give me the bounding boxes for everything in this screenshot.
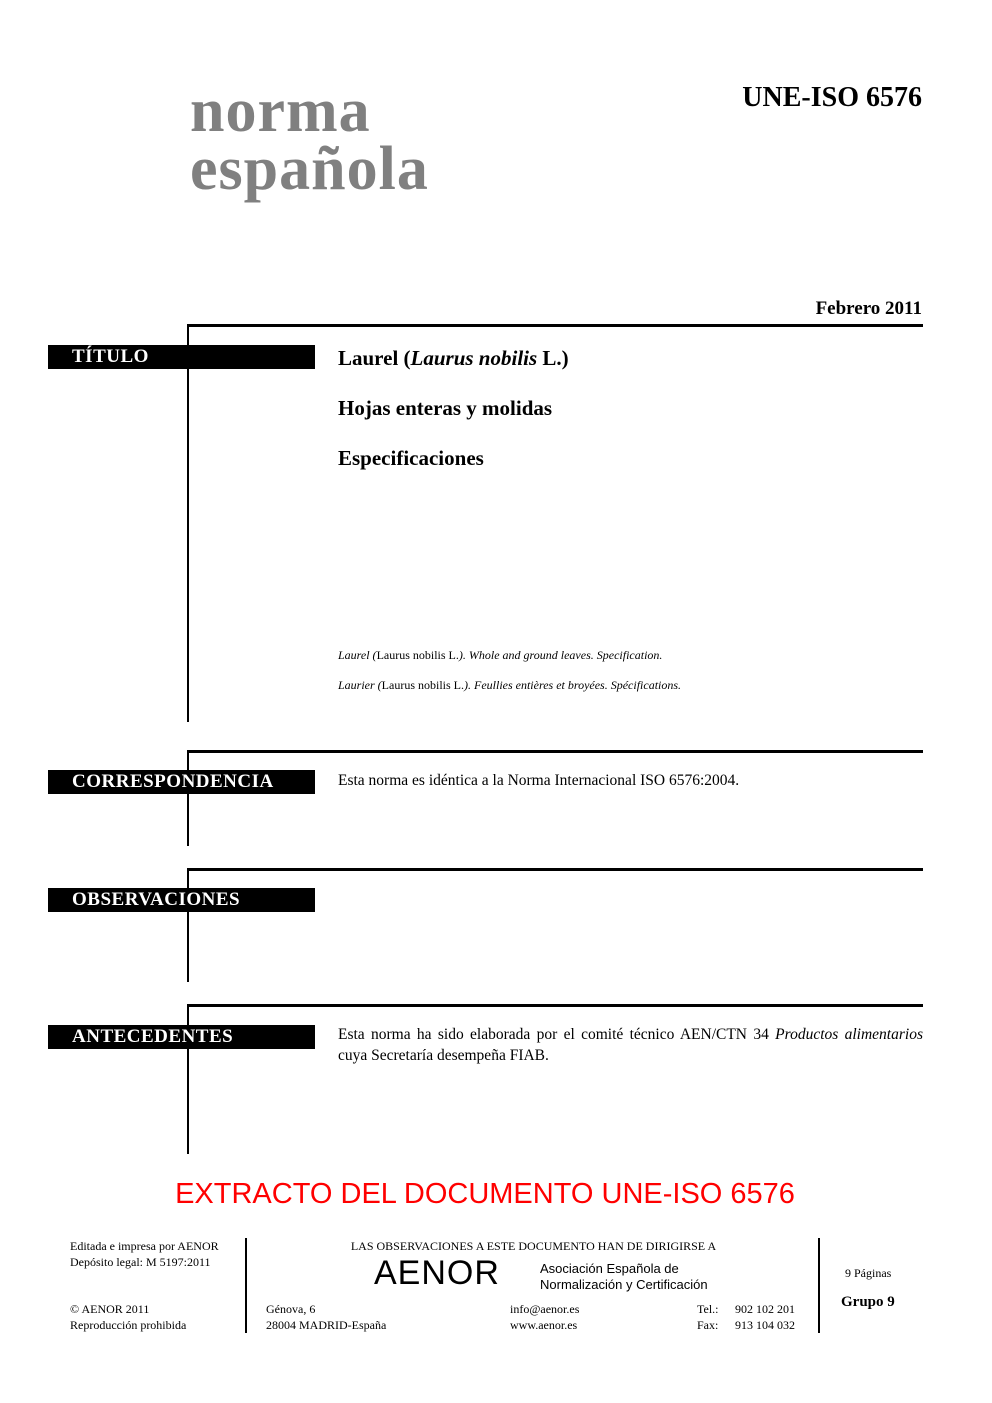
subtitle-1: Hojas enteras y molidas bbox=[338, 396, 553, 420]
section-divider-antecedentes bbox=[187, 1004, 923, 1007]
footer-edition-info bbox=[70, 1238, 219, 1270]
footer-phone-labels bbox=[697, 1301, 719, 1333]
footer-tel-label: Tel.: bbox=[697, 1302, 719, 1316]
french-title-species: Laurus nobilis L. bbox=[381, 678, 464, 692]
footer-observations-note: LAS OBSERVACIONES A ESTE DOCUMENTO HAN DE DIRIGIRSE A bbox=[350, 1239, 717, 1253]
brand-line-1: norma bbox=[190, 77, 371, 145]
section-divider-observaciones bbox=[187, 868, 923, 871]
english-title-species: Laurus nobilis L. bbox=[376, 648, 459, 662]
section-vline-correspondencia bbox=[187, 750, 189, 846]
correspondencia-text: Esta norma es idéntica a la Norma Internacional ISO 6576:2004. bbox=[338, 772, 740, 789]
footer-edited: Editada e impresa por AENOR bbox=[70, 1239, 219, 1253]
footer-tel: 902 102 201 bbox=[735, 1302, 795, 1316]
english-title-prefix: Laurel ( bbox=[338, 648, 377, 662]
footer-email[interactable]: info@aenor.es bbox=[510, 1302, 580, 1316]
antecedentes-text bbox=[338, 1024, 923, 1066]
english-title-suffix: ). Whole and ground leaves. Specification. bbox=[458, 648, 663, 662]
section-divider-titulo bbox=[187, 324, 923, 327]
main-title bbox=[338, 346, 569, 371]
aenor-logo: AENOR bbox=[374, 1254, 500, 1292]
footer-fax-label: Fax: bbox=[697, 1318, 719, 1332]
subtitle-2: Especificaciones bbox=[338, 446, 484, 470]
footer-divider-left bbox=[245, 1238, 247, 1333]
footer-fax: 913 104 032 bbox=[735, 1318, 795, 1332]
french-title-prefix: Laurier ( bbox=[338, 678, 382, 692]
footer-address bbox=[266, 1301, 386, 1333]
footer-price-group: Grupo 9 bbox=[841, 1294, 895, 1310]
aenor-name-line-2: Normalización y Certificación bbox=[540, 1277, 708, 1292]
extract-notice: EXTRACTO DEL DOCUMENTO UNE-ISO 6576 bbox=[175, 1178, 795, 1210]
french-title bbox=[338, 678, 681, 693]
main-title-species: Laurus nobilis bbox=[410, 346, 538, 370]
footer-copyright: © AENOR 2011 bbox=[70, 1302, 150, 1316]
section-label-antecedentes: ANTECEDENTES bbox=[48, 1025, 315, 1049]
footer-phone-numbers bbox=[735, 1301, 795, 1333]
section-label-observaciones: OBSERVACIONES bbox=[48, 888, 315, 912]
french-title-suffix: ). Feullies entières et broyées. Spécifications. bbox=[464, 678, 682, 692]
footer-address-city: 28004 MADRID-España bbox=[266, 1318, 387, 1332]
section-label-titulo: TÍTULO bbox=[48, 345, 315, 369]
footer-address-street: Génova, 6 bbox=[266, 1302, 316, 1316]
section-vline-titulo bbox=[187, 324, 189, 722]
section-label-correspondencia: CORRESPONDENCIA bbox=[48, 770, 315, 794]
main-title-suffix: L.) bbox=[537, 346, 569, 370]
aenor-name-line-1: Asociación Española de bbox=[540, 1261, 679, 1276]
english-title bbox=[338, 648, 662, 663]
footer-copyright-info bbox=[70, 1301, 186, 1333]
standard-code: UNE-ISO 6576 bbox=[742, 82, 922, 113]
footer-divider-right bbox=[818, 1238, 820, 1333]
antecedentes-committee-name: Productos alimentarios bbox=[775, 1026, 923, 1043]
aenor-full-name bbox=[540, 1261, 708, 1293]
antecedentes-text-suffix: cuya Secretaría desempeña FIAB. bbox=[338, 1047, 549, 1064]
footer-website[interactable]: www.aenor.es bbox=[510, 1318, 578, 1332]
footer-deposit: Depósito legal: M 5197:2011 bbox=[70, 1255, 211, 1269]
section-vline-observaciones bbox=[187, 868, 189, 982]
footer-contact-online bbox=[510, 1301, 579, 1333]
antecedentes-text-prefix: Esta norma ha sido elaborada por el comité técnico AEN/CTN 34 bbox=[338, 1026, 776, 1043]
section-divider-correspondencia bbox=[187, 750, 923, 753]
main-title-prefix: Laurel ( bbox=[338, 346, 411, 370]
brand-title bbox=[190, 77, 429, 203]
brand-line-2: española bbox=[190, 135, 429, 203]
footer-page-count: 9 Páginas bbox=[845, 1266, 892, 1280]
publication-date: Febrero 2011 bbox=[815, 298, 922, 319]
footer-reproduction: Reproducción prohibida bbox=[70, 1318, 187, 1332]
